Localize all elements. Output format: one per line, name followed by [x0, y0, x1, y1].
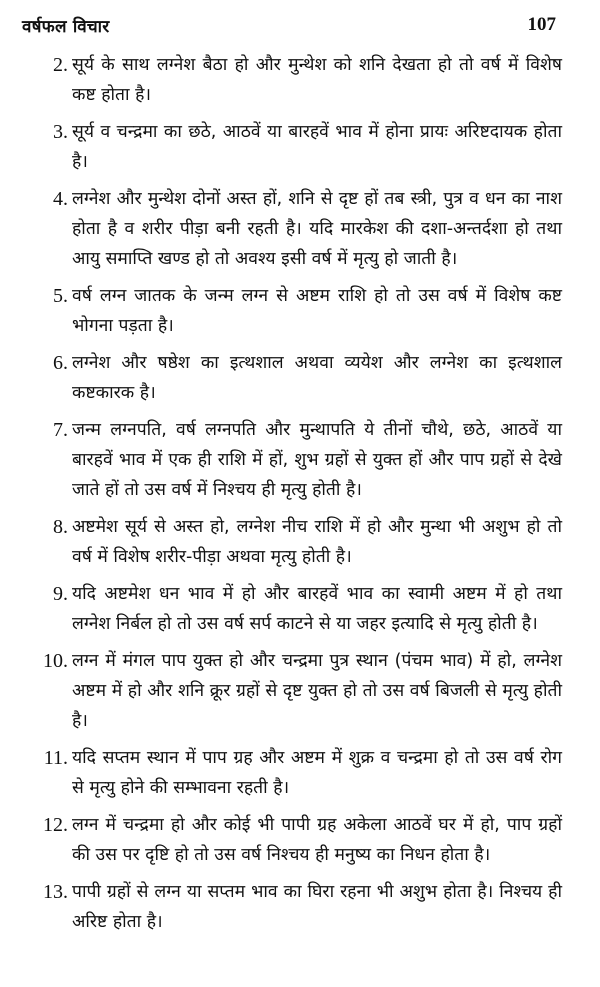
item-text: यदि सप्तम स्थान में पाप ग्रह और अष्टम में शुक्र व चन्द्रमा हो तो उस वर्ष रोग से मृत्यु होने की सम्भावना रहती है।: [72, 748, 562, 798]
item-text: सूर्य व चन्द्रमा का छठे, आठवें या बारहवें भाव में होना प्रायः अरिष्टदायक होता है।: [72, 122, 562, 172]
item-text: पापी ग्रहों से लग्न या सप्तम भाव का घिरा रहना भी अशुभ होता है। निश्चय ही अरिष्ट होता है।: [72, 882, 562, 932]
item-text: जन्म लग्नपति, वर्ष लग्नपति और मुन्थापति ये तीनों चौथे, छठे, आठवें या बारहवें भाव में एक ही राशि में हों, शुभ ग्रहों से युक्त हों और पाप ग्रहों से देखे जाते हों तो उस वर्ष में निश्चय ही मृत्यु होती है।: [72, 420, 562, 500]
item-number: 2.: [53, 54, 68, 76]
list-item: [0, 877, 600, 937]
rules-list: [0, 50, 600, 944]
item-text: यदि अष्टमेश धन भाव में हो और बारहवें भाव का स्वामी अष्टम में हो तथा लग्नेश निर्बल हो तो उस वर्ष सर्प काटने से या जहर इत्यादि से मृत्यु होती है।: [72, 584, 562, 634]
item-text: लग्न में मंगल पाप युक्त हो और चन्द्रमा पुत्र स्थान (पंचम भाव) में हो, लग्नेश अष्टम में हो और शनि क्रूर ग्रहों से दृष्ट युक्त हो तो उस वर्ष बिजली से मृत्यु होती है।: [72, 651, 562, 731]
item-number: 6.: [53, 352, 68, 374]
list-item: [0, 348, 600, 408]
item-text: वर्ष लग्न जातक के जन्म लग्न से अष्टम राशि हो तो उस वर्ष में विशेष कष्ट भोगना पड़ता है।: [72, 286, 562, 336]
item-number: 11.: [43, 747, 68, 769]
list-item: [0, 512, 600, 572]
item-number: 7.: [53, 419, 68, 441]
list-item: [0, 415, 600, 505]
item-text: सूर्य के साथ लग्नेश बैठा हो और मुन्थेश को शनि देखता हो तो वर्ष में विशेष कष्ट होता है।: [72, 55, 562, 105]
item-number: 10.: [43, 650, 68, 672]
item-number: 8.: [53, 516, 68, 538]
item-text: लग्नेश और मुन्थेश दोनों अस्त हों, शनि से दृष्ट हों तब स्त्री, पुत्र व धन का नाश होता है व शरीर पीड़ा बनी रहती है। यदि मारकेश की दशा-अन्तर्दशा हो तथा आयु समाप्ति खण्ड हो तो अवश्य इसी वर्ष में मृत्यु हो जाती है।: [72, 189, 562, 269]
list-item: [0, 50, 600, 110]
item-number: 13.: [43, 881, 68, 903]
running-title: वर्षफल विचार: [22, 17, 110, 37]
list-item: [0, 579, 600, 639]
item-text: अष्टमेश सूर्य से अस्त हो, लग्नेश नीच राशि में हो और मुन्था भी अशुभ हो तो वर्ष में विशेष शरीर-पीड़ा अथवा मृत्यु होती है।: [72, 517, 562, 567]
item-text: लग्नेश और षष्ठेश का इत्थशाल अथवा व्ययेश और लग्नेश का इत्थशाल कष्टकारक है।: [72, 353, 562, 403]
list-item: [0, 810, 600, 870]
item-number: 12.: [43, 814, 68, 836]
list-item: [0, 743, 600, 803]
list-item: [0, 117, 600, 177]
item-text: लग्न में चन्द्रमा हो और कोई भी पापी ग्रह अकेला आठवें घर में हो, पाप ग्रहों की उस पर दृष्टि हो तो उस वर्ष निश्चय ही मनुष्य का निधन होता है।: [72, 815, 562, 865]
list-item: [0, 281, 600, 341]
item-number: 3.: [53, 121, 68, 143]
page-number: 107: [527, 14, 556, 35]
list-item: [0, 646, 600, 736]
item-number: 4.: [53, 188, 68, 210]
item-number: 9.: [53, 583, 68, 605]
item-number: 5.: [53, 285, 68, 307]
list-item: [0, 184, 600, 274]
